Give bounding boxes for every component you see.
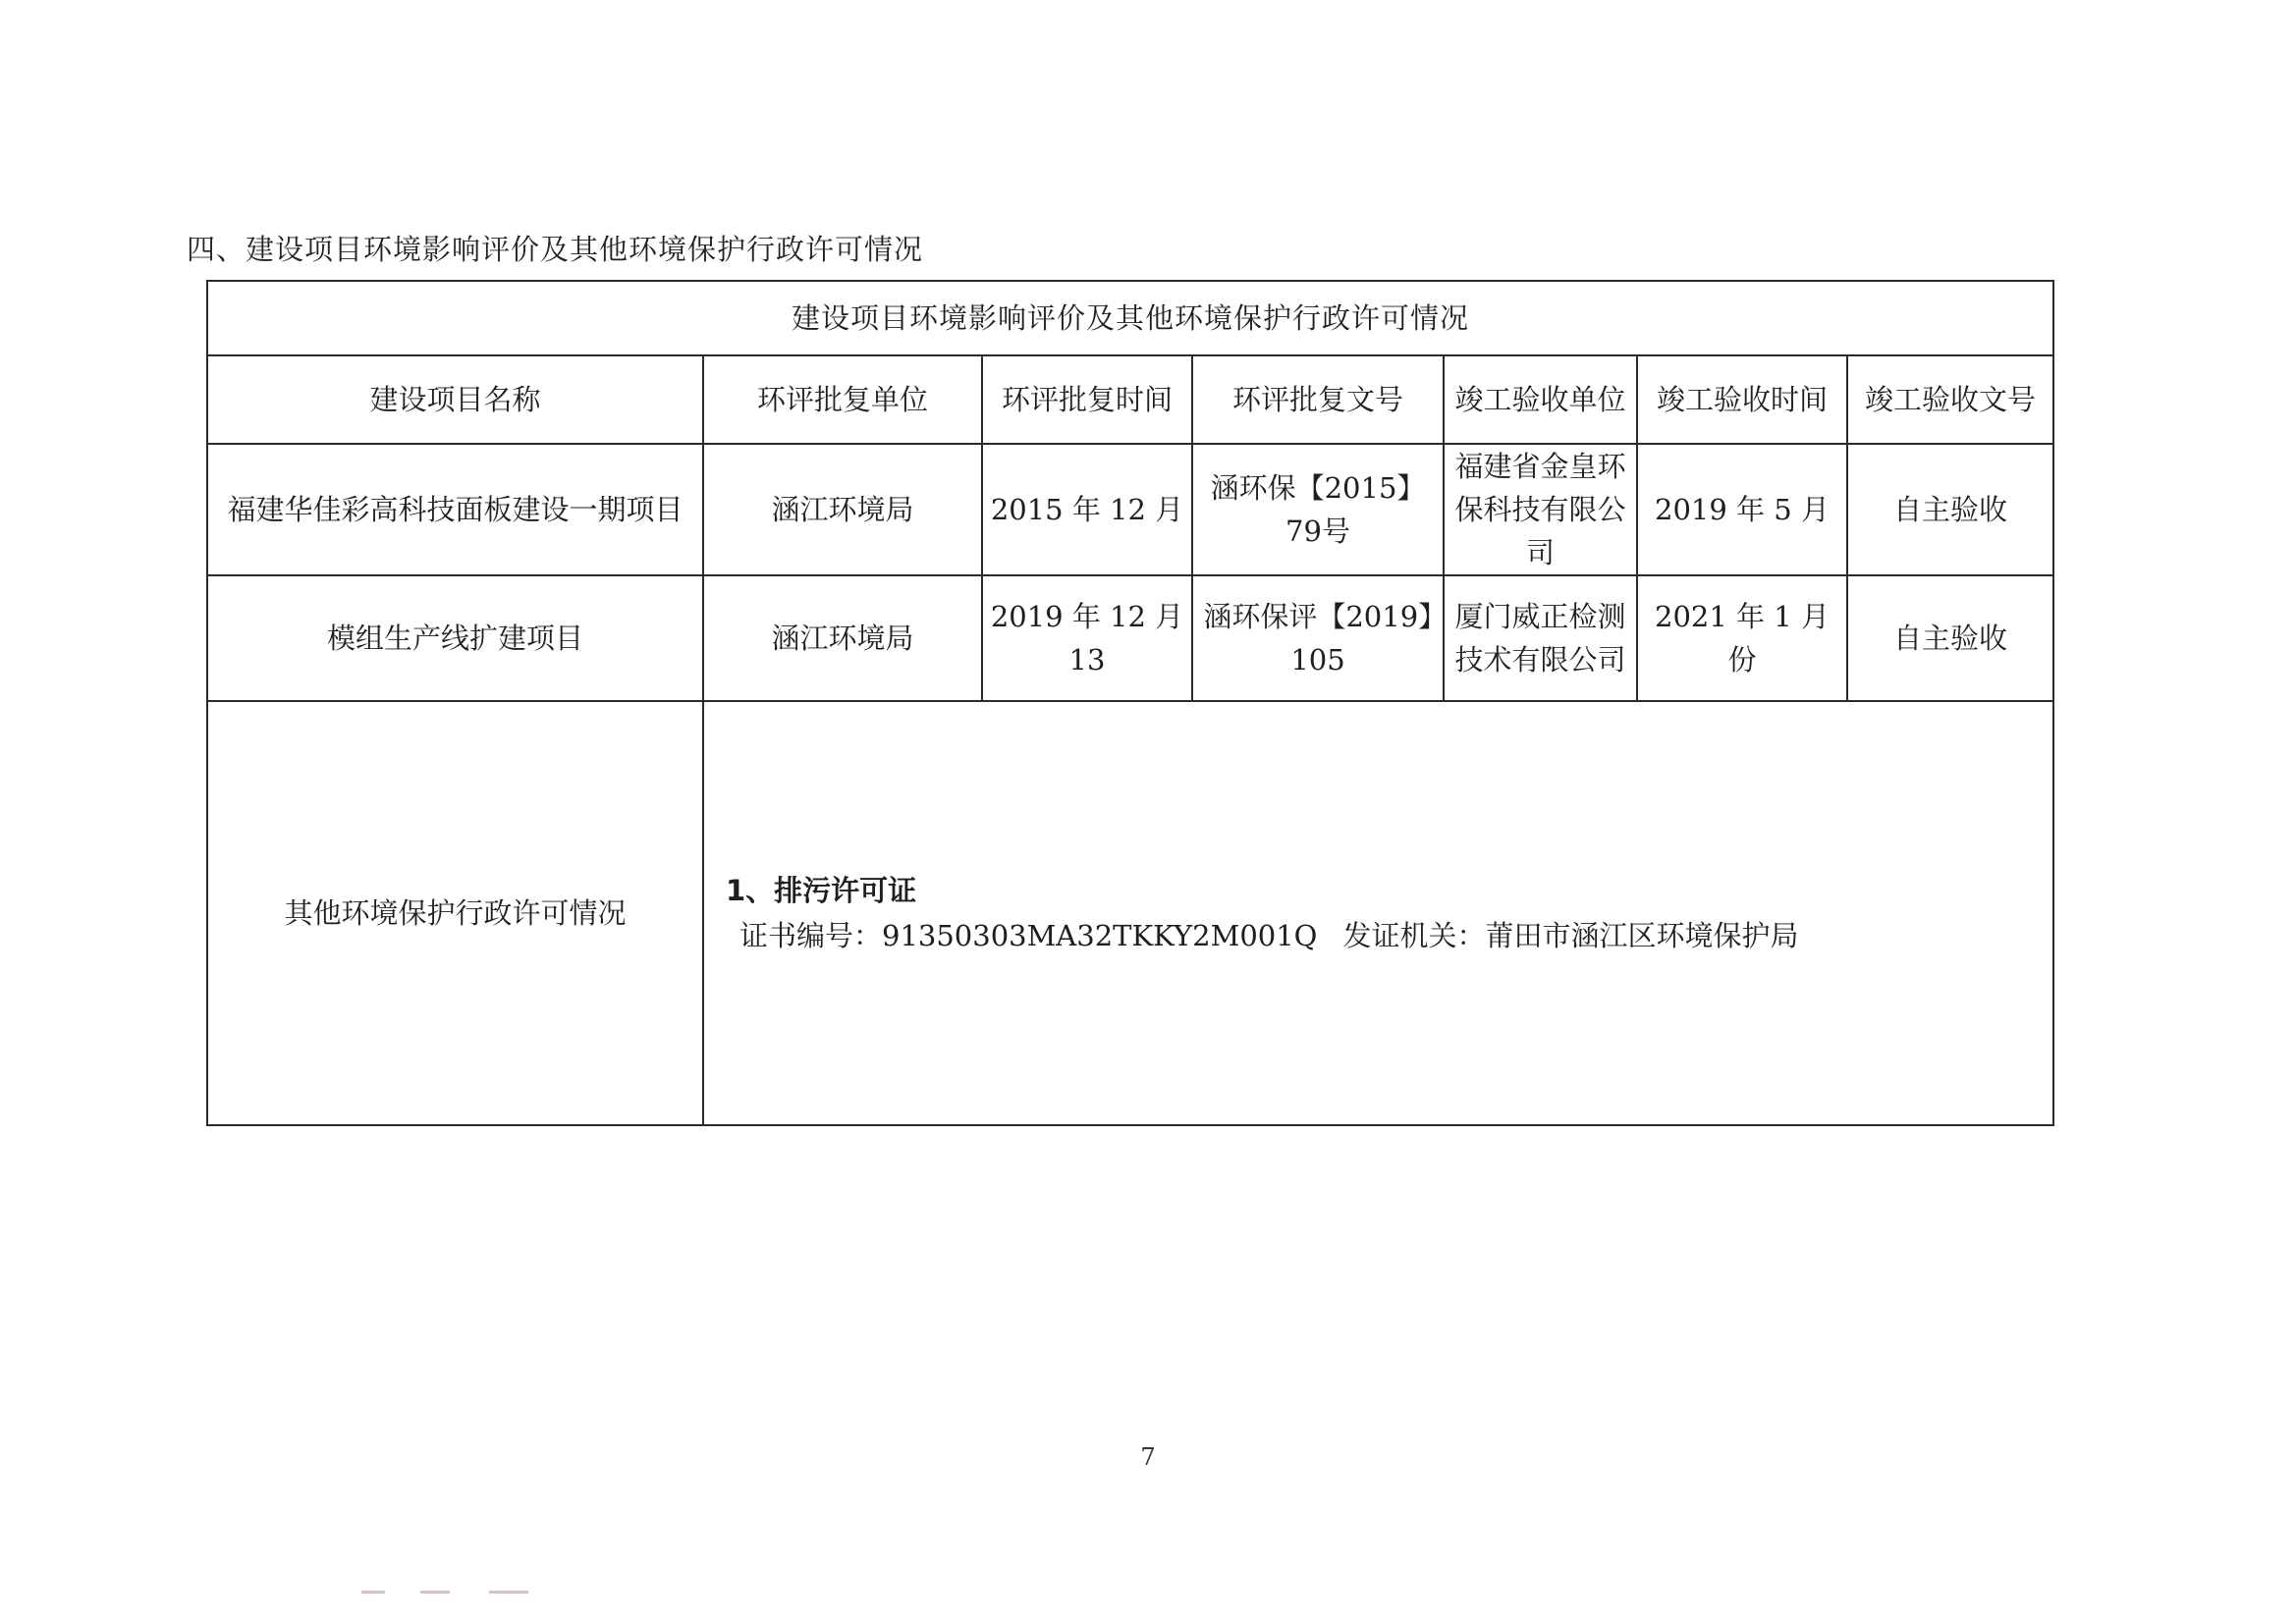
permit-title: 1、排污许可证 xyxy=(726,874,917,907)
certificate-number: 证书编号：91350303MA32TKKY2M001Q xyxy=(739,919,1318,952)
header-project-name: 建设项目名称 xyxy=(207,355,703,444)
cell-approval-time: 2019 年 12 月13 xyxy=(982,575,1192,701)
cell-approval-unit: 涵江环境局 xyxy=(703,575,982,701)
header-acceptance-time: 竣工验收时间 xyxy=(1637,355,1847,444)
cell-approval-unit: 涵江环境局 xyxy=(703,444,982,575)
environmental-permit-table xyxy=(206,280,2054,1126)
issuing-authority: 发证机关：莆田市涵江区环境保护局 xyxy=(1342,919,1799,952)
other-permits-content xyxy=(703,701,2053,1125)
cell-acceptance-unit: 厦门威正检测技术有限公司 xyxy=(1444,575,1637,701)
header-acceptance-unit: 竣工验收单位 xyxy=(1444,355,1637,444)
table-row xyxy=(207,575,2053,701)
cell-project-name: 福建华佳彩高科技面板建设一期项目 xyxy=(207,444,703,575)
header-approval-time: 环评批复时间 xyxy=(982,355,1192,444)
cell-acceptance-time: 2021 年 1 月份 xyxy=(1637,575,1847,701)
cell-approval-doc-no: 涵环保【2015】79号 xyxy=(1192,444,1444,575)
other-permits-row xyxy=(207,701,2053,1125)
table-caption-row xyxy=(207,281,2053,355)
header-approval-unit: 环评批复单位 xyxy=(703,355,982,444)
table-header-row xyxy=(207,355,2053,444)
permit-details xyxy=(726,913,2047,958)
cell-approval-doc-no: 涵环保评【2019】105 xyxy=(1192,575,1444,701)
cell-acceptance-doc-no: 自主验收 xyxy=(1847,575,2053,701)
table-caption: 建设项目环境影响评价及其他环境保护行政许可情况 xyxy=(207,281,2053,355)
cell-acceptance-doc-no: 自主验收 xyxy=(1847,444,2053,575)
table-row xyxy=(207,444,2053,575)
cell-approval-time: 2015 年 12 月 xyxy=(982,444,1192,575)
cell-acceptance-unit: 福建省金皇环保科技有限公司 xyxy=(1444,444,1637,575)
other-permits-label: 其他环境保护行政许可情况 xyxy=(207,701,703,1125)
cell-project-name: 模组生产线扩建项目 xyxy=(207,575,703,701)
cell-acceptance-time: 2019 年 5 月 xyxy=(1637,444,1847,575)
header-acceptance-doc-no: 竣工验收文号 xyxy=(1847,355,2053,444)
page-number: 7 xyxy=(1140,1443,1156,1471)
header-approval-doc-no: 环评批复文号 xyxy=(1192,355,1444,444)
section-heading: 四、建设项目环境影响评价及其他环境保护行政许可情况 xyxy=(187,233,924,266)
scan-artifact xyxy=(361,1591,558,1595)
